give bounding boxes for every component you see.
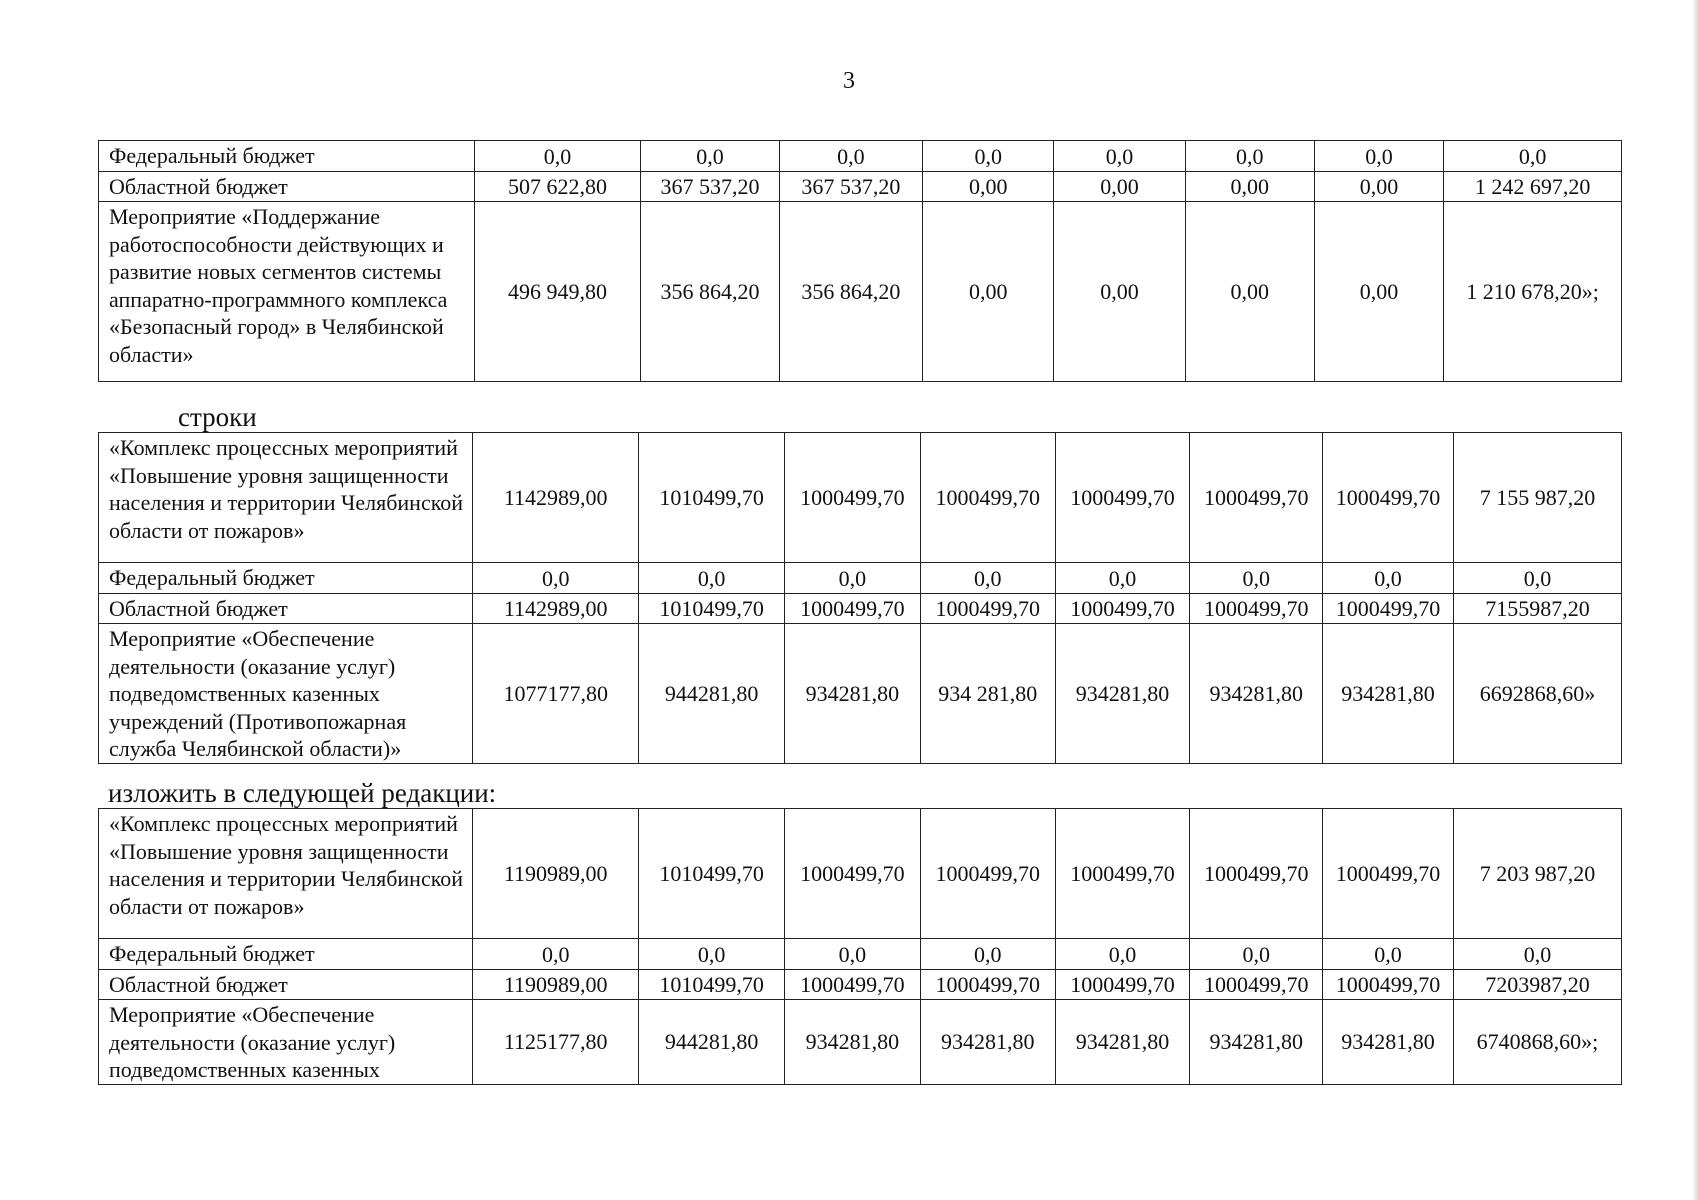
table-row (99, 624, 1622, 764)
row-label: Областной бюджет (99, 593, 473, 624)
value-cell: 1190989,00 (473, 809, 639, 939)
value-cell: 0,0 (785, 563, 921, 594)
value-cell: 1010499,70 (639, 969, 785, 1000)
value-cell: 1000499,70 (1190, 433, 1323, 563)
table-row (99, 939, 1622, 970)
value-cell: 0,0 (779, 141, 922, 172)
value-cell: 1000499,70 (920, 809, 1055, 939)
caption-new-wording: изложить в следующей редакции: (108, 778, 497, 808)
row-label: Мероприятие «Обеспечение деятельности (оказание услуг) подведомственных казенных (99, 1000, 473, 1085)
value-cell: 1000499,70 (1323, 433, 1454, 563)
page-number: 3 (843, 68, 855, 94)
table-row (99, 141, 1622, 172)
value-cell: 1000499,70 (785, 969, 921, 1000)
value-cell: 1125177,80 (473, 1000, 639, 1085)
value-cell: 1000499,70 (1055, 809, 1190, 939)
value-cell: 0,0 (639, 563, 785, 594)
row-label: Федеральный бюджет (99, 141, 475, 172)
value-cell: 7 155 987,20 (1453, 433, 1621, 563)
value-cell: 0,0 (1453, 939, 1621, 970)
value-cell: 1000499,70 (920, 593, 1055, 624)
value-cell: 356 864,20 (779, 202, 922, 382)
row-label: Мероприятие «Поддержание работоспособности действующих и развитие новых сегментов системы аппаратно-программного комплекса «Безопасный город» в Челябинской области» (99, 202, 475, 382)
value-cell: 0,0 (1055, 939, 1190, 970)
value-cell: 0,0 (1190, 563, 1323, 594)
value-cell: 0,0 (1190, 939, 1323, 970)
table-row (99, 969, 1622, 1000)
value-cell: 0,0 (641, 141, 779, 172)
value-cell: 367 537,20 (779, 171, 922, 202)
value-cell: 1000499,70 (1323, 969, 1454, 1000)
row-label: Областной бюджет (99, 171, 475, 202)
value-cell: 1000499,70 (1055, 969, 1190, 1000)
table-row (99, 171, 1622, 202)
budget-table-new-wording (98, 808, 1622, 1085)
value-cell: 0,0 (923, 141, 1054, 172)
value-cell: 0,0 (920, 563, 1055, 594)
value-cell: 0,0 (1323, 563, 1454, 594)
value-cell: 6740868,60»; (1453, 1000, 1621, 1085)
table-body (99, 141, 1622, 382)
value-cell: 1000499,70 (785, 433, 921, 563)
value-cell: 356 864,20 (641, 202, 779, 382)
value-cell: 0,0 (639, 939, 785, 970)
value-cell: 1010499,70 (639, 593, 785, 624)
value-cell: 934281,80 (920, 1000, 1055, 1085)
budget-table-current-wording (98, 432, 1622, 764)
value-cell: 1077177,80 (473, 624, 639, 764)
value-cell: 0,00 (1185, 202, 1314, 382)
value-cell: 934281,80 (1055, 624, 1190, 764)
value-cell: 944281,80 (639, 624, 785, 764)
row-label: Федеральный бюджет (99, 939, 473, 970)
value-cell: 507 622,80 (474, 171, 641, 202)
value-cell: 0,0 (473, 939, 639, 970)
value-cell: 0,0 (1054, 141, 1185, 172)
value-cell: 7155987,20 (1453, 593, 1621, 624)
value-cell: 934281,80 (785, 624, 921, 764)
value-cell: 0,00 (1314, 171, 1443, 202)
value-cell: 1 210 678,20»; (1444, 202, 1622, 382)
row-label: «Комплекс процессных мероприятий «Повышение уровня защищенности населения и территории Челябинской области от пожаров» (99, 433, 473, 563)
value-cell: 1000499,70 (920, 969, 1055, 1000)
value-cell: 0,0 (1323, 939, 1454, 970)
value-cell: 1142989,00 (473, 593, 639, 624)
table-row (99, 202, 1622, 382)
scan-edge-shadow (1692, 0, 1698, 1200)
value-cell: 0,00 (923, 171, 1054, 202)
value-cell: 7203987,20 (1453, 969, 1621, 1000)
value-cell: 934 281,80 (920, 624, 1055, 764)
value-cell: 1000499,70 (1055, 433, 1190, 563)
value-cell: 0,0 (1185, 141, 1314, 172)
value-cell: 0,00 (1314, 202, 1443, 382)
value-cell: 1190989,00 (473, 969, 639, 1000)
value-cell: 7 203 987,20 (1453, 809, 1621, 939)
value-cell: 1000499,70 (785, 593, 921, 624)
value-cell: 0,00 (1054, 171, 1185, 202)
value-cell: 1000499,70 (920, 433, 1055, 563)
value-cell: 0,0 (1055, 563, 1190, 594)
table-body (99, 433, 1622, 764)
value-cell: 0,0 (473, 563, 639, 594)
value-cell: 0,0 (1444, 141, 1622, 172)
value-cell: 367 537,20 (641, 171, 779, 202)
value-cell: 934281,80 (1055, 1000, 1190, 1085)
value-cell: 0,00 (923, 202, 1054, 382)
caption-rows: строки (178, 402, 257, 432)
row-label: Областной бюджет (99, 969, 473, 1000)
value-cell: 0,0 (474, 141, 641, 172)
value-cell: 0,0 (785, 939, 921, 970)
value-cell: 6692868,60» (1453, 624, 1621, 764)
value-cell: 1000499,70 (1055, 593, 1190, 624)
value-cell: 1000499,70 (1190, 593, 1323, 624)
value-cell: 1142989,00 (473, 433, 639, 563)
value-cell: 1000499,70 (1323, 593, 1454, 624)
table-row (99, 433, 1622, 563)
table-body (99, 809, 1622, 1085)
value-cell: 1000499,70 (1190, 809, 1323, 939)
value-cell: 934281,80 (1190, 1000, 1323, 1085)
table-row (99, 809, 1622, 939)
value-cell: 934281,80 (785, 1000, 921, 1085)
value-cell: 0,0 (920, 939, 1055, 970)
value-cell: 0,00 (1185, 171, 1314, 202)
value-cell: 1010499,70 (639, 433, 785, 563)
value-cell: 1000499,70 (1323, 809, 1454, 939)
table-row (99, 593, 1622, 624)
value-cell: 1010499,70 (639, 809, 785, 939)
row-label: «Комплекс процессных мероприятий «Повышение уровня защищенности населения и территории Челябинской области от пожаров» (99, 809, 473, 939)
value-cell: 934281,80 (1323, 1000, 1454, 1085)
value-cell: 944281,80 (639, 1000, 785, 1085)
row-label: Федеральный бюджет (99, 563, 473, 594)
budget-table-previous-rows (98, 140, 1622, 382)
row-label: Мероприятие «Обеспечение деятельности (оказание услуг) подведомственных казенных учреждений (Противопожарная служба Челябинской области)» (99, 624, 473, 764)
value-cell: 934281,80 (1190, 624, 1323, 764)
table-row (99, 563, 1622, 594)
value-cell: 1 242 697,20 (1444, 171, 1622, 202)
value-cell: 0,0 (1453, 563, 1621, 594)
value-cell: 1000499,70 (1190, 969, 1323, 1000)
value-cell: 0,00 (1054, 202, 1185, 382)
value-cell: 1000499,70 (785, 809, 921, 939)
value-cell: 0,0 (1314, 141, 1443, 172)
value-cell: 496 949,80 (474, 202, 641, 382)
value-cell: 934281,80 (1323, 624, 1454, 764)
table-row (99, 1000, 1622, 1085)
